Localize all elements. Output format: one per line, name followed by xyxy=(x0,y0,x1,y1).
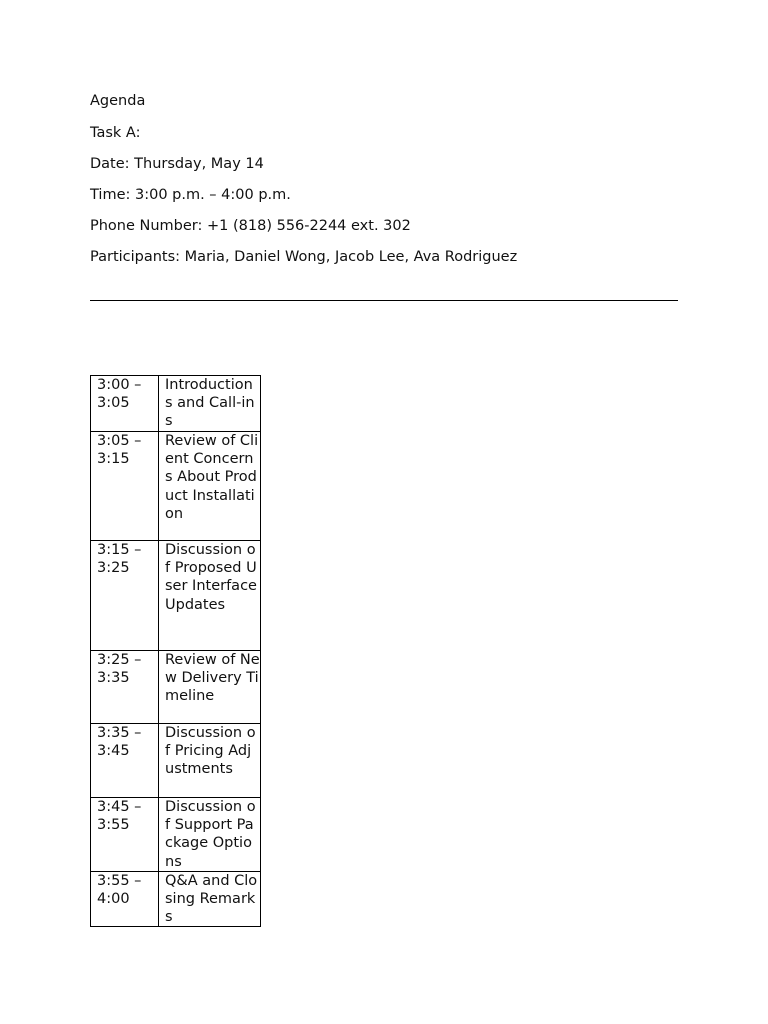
task-label: Task A: xyxy=(90,125,141,141)
table-row xyxy=(91,376,261,432)
table-row xyxy=(91,871,261,927)
meeting-date: Date: Thursday, May 14 xyxy=(90,156,264,172)
topic-cell: Review of New Delivery Timeline xyxy=(159,651,261,724)
time-cell: 3:15 – 3:25 xyxy=(91,541,159,651)
time-cell: 3:05 – 3:15 xyxy=(91,432,159,541)
table-row xyxy=(91,724,261,798)
time-cell: 3:45 – 3:55 xyxy=(91,798,159,872)
time-cell: 3:25 – 3:35 xyxy=(91,651,159,724)
time-cell: 3:35 – 3:45 xyxy=(91,724,159,798)
phone-number: Phone Number: +1 (818) 556-2244 ext. 302 xyxy=(90,218,411,234)
page-title: Agenda xyxy=(90,93,146,109)
table-row xyxy=(91,432,261,541)
participants: Participants: Maria, Daniel Wong, Jacob Lee, Ava Rodriguez xyxy=(90,249,518,265)
agenda-table xyxy=(90,375,261,927)
table-row xyxy=(91,651,261,724)
topic-cell: Review of Client Concerns About Product Installation xyxy=(159,432,261,541)
time-cell: 3:55 – 4:00 xyxy=(91,871,159,927)
table-row xyxy=(91,798,261,872)
topic-cell: Q&A and Closing Remarks xyxy=(159,871,261,927)
meeting-time: Time: 3:00 p.m. – 4:00 p.m. xyxy=(90,187,291,203)
table-row xyxy=(91,541,261,651)
horizontal-divider xyxy=(90,300,678,301)
topic-cell: Discussion of Support Package Options xyxy=(159,798,261,872)
topic-cell: Discussion of Proposed User Interface Updates xyxy=(159,541,261,651)
time-cell: 3:00 – 3:05 xyxy=(91,376,159,432)
topic-cell: Introductions and Call-ins xyxy=(159,376,261,432)
topic-cell: Discussion of Pricing Adjustments xyxy=(159,724,261,798)
